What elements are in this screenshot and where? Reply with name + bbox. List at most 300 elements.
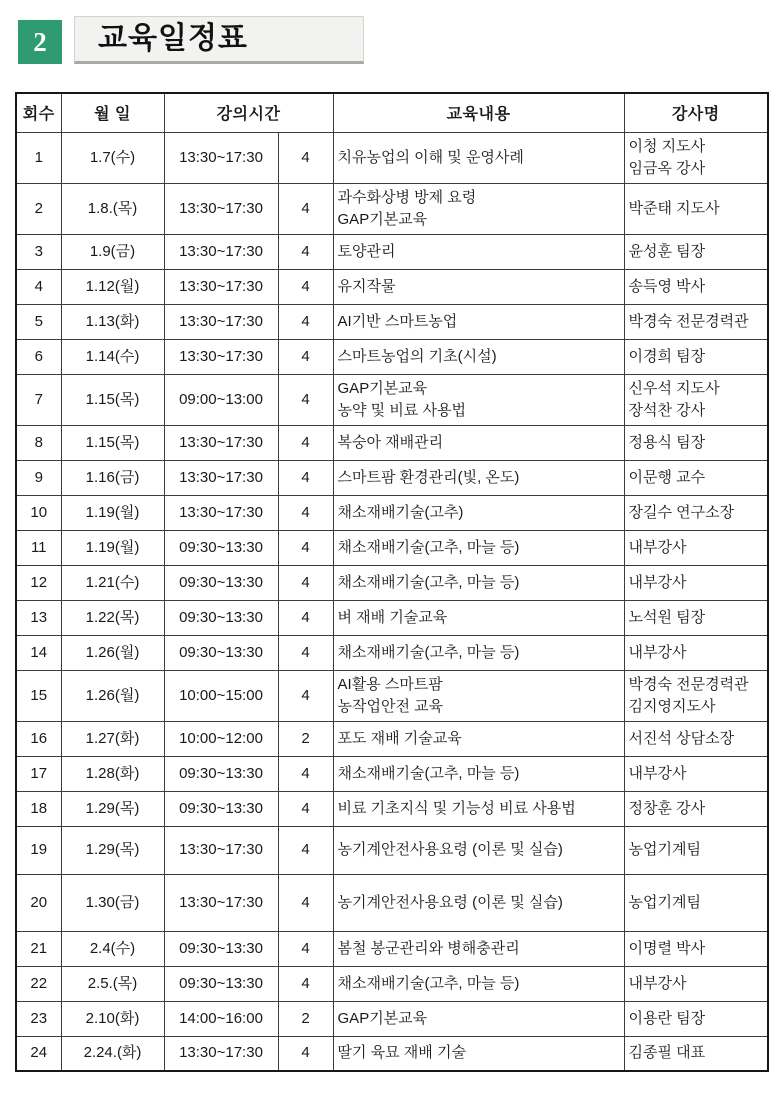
section-number: 2 xyxy=(33,26,47,57)
cell-line: 4 xyxy=(301,764,310,782)
table-row xyxy=(16,269,768,304)
cell-hours xyxy=(278,304,333,339)
cell-time xyxy=(164,966,278,1001)
table-row xyxy=(16,721,768,756)
cell-line: 채소재배기술(고추) xyxy=(337,503,464,521)
cell-line: 7 xyxy=(34,390,43,408)
cell-line: 박경숙 전문경력관 xyxy=(628,312,749,330)
cell-line: 4 xyxy=(301,433,310,451)
cell-line: 21 xyxy=(30,939,48,957)
cell-content xyxy=(333,756,624,791)
cell-instructor xyxy=(624,565,768,600)
cell-content xyxy=(333,374,624,425)
cell-line: 1.29(목) xyxy=(85,799,140,817)
cell-line: 24 xyxy=(30,1044,48,1062)
cell-line: 09:30~13:30 xyxy=(179,608,263,626)
cell-line: 1.28(화) xyxy=(85,764,140,782)
cell-line: 비료 기초지식 및 기능성 비료 사용법 xyxy=(337,799,576,817)
cell-line: 송득영 박사 xyxy=(628,277,706,295)
cell-content xyxy=(333,931,624,966)
cell-line: 채소재배기술(고추, 마늘 등) xyxy=(337,974,520,992)
cell-round xyxy=(16,339,61,374)
cell-line: 4 xyxy=(301,277,310,295)
cell-line: 4 xyxy=(301,893,310,911)
cell-instructor xyxy=(624,234,768,269)
table-row xyxy=(16,374,768,425)
cell-time xyxy=(164,1036,278,1071)
cell-line: 이청 지도사 xyxy=(628,137,706,155)
cell-line: 15 xyxy=(30,686,48,704)
cell-date xyxy=(61,234,164,269)
cell-time xyxy=(164,183,278,234)
cell-round xyxy=(16,966,61,1001)
cell-line: 4 xyxy=(301,939,310,957)
cell-line: 4 xyxy=(301,312,310,330)
table-row xyxy=(16,183,768,234)
cell-date xyxy=(61,269,164,304)
cell-line: 2 xyxy=(301,729,310,747)
cell-content xyxy=(333,721,624,756)
cell-date xyxy=(61,826,164,874)
cell-line: 13 xyxy=(30,608,48,626)
cell-content xyxy=(333,234,624,269)
cell-date xyxy=(61,339,164,374)
cell-line: 13:30~17:30 xyxy=(179,1044,263,1062)
cell-line: 채소재배기술(고추, 마늘 등) xyxy=(337,538,520,556)
cell-line: GAP기본교육 xyxy=(337,1009,428,1027)
cell-time xyxy=(164,826,278,874)
cell-line: 13:30~17:30 xyxy=(179,503,263,521)
cell-date xyxy=(61,635,164,670)
cell-time xyxy=(164,269,278,304)
cell-hours xyxy=(278,756,333,791)
cell-time xyxy=(164,565,278,600)
cell-instructor xyxy=(624,269,768,304)
cell-line: 10:00~15:00 xyxy=(179,686,263,704)
cell-time xyxy=(164,931,278,966)
cell-line: 4 xyxy=(301,1044,310,1062)
cell-content xyxy=(333,132,624,183)
cell-round xyxy=(16,826,61,874)
cell-instructor xyxy=(624,495,768,530)
cell-hours xyxy=(278,600,333,635)
cell-content xyxy=(333,600,624,635)
cell-round xyxy=(16,425,61,460)
header-instructor: 강사명 xyxy=(624,93,768,132)
table-row xyxy=(16,339,768,374)
header-date: 월 일 xyxy=(61,93,164,132)
cell-line: 1.7(수) xyxy=(89,148,136,166)
table-row xyxy=(16,132,768,183)
cell-line: 8 xyxy=(34,433,43,451)
header-round: 회수 xyxy=(16,93,61,132)
cell-content xyxy=(333,670,624,721)
cell-line: 김지영지도사 xyxy=(628,697,716,715)
cell-round xyxy=(16,931,61,966)
cell-instructor xyxy=(624,1001,768,1036)
cell-line: 장길수 연구소장 xyxy=(628,503,735,521)
cell-instructor xyxy=(624,460,768,495)
cell-date xyxy=(61,721,164,756)
cell-time xyxy=(164,132,278,183)
cell-line: 봄철 봉군관리와 병해충관리 xyxy=(337,939,520,957)
cell-round xyxy=(16,1001,61,1036)
table-row xyxy=(16,966,768,1001)
cell-line: 1.26(월) xyxy=(85,643,140,661)
cell-line: 1.14(수) xyxy=(85,347,140,365)
cell-content xyxy=(333,495,624,530)
cell-content xyxy=(333,1001,624,1036)
cell-line: 13:30~17:30 xyxy=(179,893,263,911)
cell-round xyxy=(16,1036,61,1071)
cell-time xyxy=(164,530,278,565)
cell-line: 1.12(월) xyxy=(85,277,140,295)
cell-hours xyxy=(278,635,333,670)
cell-line: 2.5.(목) xyxy=(87,974,138,992)
cell-time xyxy=(164,1001,278,1036)
cell-date xyxy=(61,1036,164,1071)
cell-content xyxy=(333,791,624,826)
cell-line: 13:30~17:30 xyxy=(179,312,263,330)
cell-line: GAP기본교육 xyxy=(337,379,428,397)
cell-line: 박준태 지도사 xyxy=(628,199,720,217)
cell-date xyxy=(61,931,164,966)
cell-hours xyxy=(278,826,333,874)
cell-round xyxy=(16,495,61,530)
cell-line: 농업기계팀 xyxy=(628,841,701,858)
cell-round xyxy=(16,269,61,304)
cell-line: 1.30(금) xyxy=(85,893,140,911)
cell-time xyxy=(164,374,278,425)
cell-line: 내부강사 xyxy=(628,764,687,782)
cell-line: 채소재배기술(고추, 마늘 등) xyxy=(337,764,520,782)
cell-round xyxy=(16,756,61,791)
table-header-row xyxy=(16,93,768,132)
cell-line: 10:00~12:00 xyxy=(179,729,263,747)
cell-time xyxy=(164,756,278,791)
cell-line: 12 xyxy=(30,573,48,591)
cell-line: 1.19(월) xyxy=(85,538,140,556)
cell-round xyxy=(16,234,61,269)
cell-line: GAP기본교육 xyxy=(337,210,428,228)
cell-round xyxy=(16,791,61,826)
table-row xyxy=(16,756,768,791)
cell-content xyxy=(333,635,624,670)
cell-line: 임금옥 강사 xyxy=(628,159,706,177)
cell-line: 이용란 팀장 xyxy=(628,1009,706,1027)
table-row xyxy=(16,304,768,339)
cell-line: 농기계안전사용요령 (이론 및 실습) xyxy=(337,893,563,911)
cell-line: 09:30~13:30 xyxy=(179,799,263,817)
cell-line: 13:30~17:30 xyxy=(179,242,263,260)
cell-round xyxy=(16,721,61,756)
cell-time xyxy=(164,460,278,495)
table-row xyxy=(16,425,768,460)
cell-line: 윤성훈 팀장 xyxy=(628,242,706,260)
cell-line: 09:30~13:30 xyxy=(179,764,263,782)
cell-hours xyxy=(278,1036,333,1071)
cell-line: 23 xyxy=(30,1009,48,1027)
cell-line: 4 xyxy=(301,608,310,626)
cell-line: 13:30~17:30 xyxy=(179,841,263,858)
cell-line: 4 xyxy=(301,503,310,521)
cell-line: 포도 재배 기술교육 xyxy=(337,729,462,747)
cell-line: 13:30~17:30 xyxy=(179,199,263,217)
cell-date xyxy=(61,670,164,721)
cell-date xyxy=(61,183,164,234)
cell-time xyxy=(164,721,278,756)
cell-line: 1.27(화) xyxy=(85,729,140,747)
cell-round xyxy=(16,132,61,183)
cell-line: 4 xyxy=(301,573,310,591)
cell-line: 농업기계팀 xyxy=(628,893,701,911)
cell-line: 09:30~13:30 xyxy=(179,939,263,957)
cell-line: 13:30~17:30 xyxy=(179,347,263,365)
cell-content xyxy=(333,966,624,1001)
cell-date xyxy=(61,565,164,600)
cell-content xyxy=(333,826,624,874)
cell-line: 1.26(월) xyxy=(85,686,140,704)
cell-instructor xyxy=(624,425,768,460)
cell-time xyxy=(164,425,278,460)
cell-line: 채소재배기술(고추, 마늘 등) xyxy=(337,643,520,661)
cell-line: 20 xyxy=(30,893,48,911)
cell-line: 09:00~13:00 xyxy=(179,390,263,408)
table-row xyxy=(16,874,768,931)
cell-line: AI활용 스마트팜 xyxy=(337,675,443,693)
table-row xyxy=(16,1001,768,1036)
cell-line: 1.29(목) xyxy=(85,841,140,858)
cell-line: 정용식 팀장 xyxy=(628,433,706,451)
cell-line: 19 xyxy=(30,841,48,858)
cell-content xyxy=(333,874,624,931)
cell-line: 서진석 상담소장 xyxy=(628,729,735,747)
table-row xyxy=(16,530,768,565)
cell-round xyxy=(16,670,61,721)
cell-line: 스마트농업의 기초(시설) xyxy=(337,347,497,365)
cell-line: 이명렬 박사 xyxy=(628,939,706,957)
cell-line: 이문행 교수 xyxy=(628,468,706,486)
cell-hours xyxy=(278,1001,333,1036)
cell-instructor xyxy=(624,304,768,339)
table-row xyxy=(16,495,768,530)
table-row xyxy=(16,565,768,600)
cell-instructor xyxy=(624,374,768,425)
cell-time xyxy=(164,339,278,374)
cell-line: 17 xyxy=(30,764,48,782)
cell-time xyxy=(164,791,278,826)
cell-line: 09:30~13:30 xyxy=(179,538,263,556)
cell-hours xyxy=(278,721,333,756)
cell-hours xyxy=(278,269,333,304)
cell-instructor xyxy=(624,670,768,721)
cell-line: 4 xyxy=(301,799,310,817)
cell-line: 김종필 대표 xyxy=(628,1044,706,1062)
cell-line: 1 xyxy=(34,148,43,166)
cell-line: 내부강사 xyxy=(628,538,687,556)
cell-date xyxy=(61,530,164,565)
cell-date xyxy=(61,460,164,495)
cell-line: 9 xyxy=(34,468,43,486)
schedule-table xyxy=(15,92,769,1072)
cell-time xyxy=(164,874,278,931)
cell-line: 13:30~17:30 xyxy=(179,277,263,295)
cell-line: 6 xyxy=(34,347,43,365)
cell-line: 16 xyxy=(30,729,48,747)
cell-round xyxy=(16,565,61,600)
cell-line: 과수화상병 방제 요령 xyxy=(337,188,477,206)
cell-content xyxy=(333,460,624,495)
cell-instructor xyxy=(624,635,768,670)
table-row xyxy=(16,635,768,670)
cell-line: 4 xyxy=(301,643,310,661)
cell-round xyxy=(16,600,61,635)
section-number-badge xyxy=(18,20,62,64)
cell-round xyxy=(16,530,61,565)
table-row xyxy=(16,931,768,966)
cell-instructor xyxy=(624,874,768,931)
cell-hours xyxy=(278,425,333,460)
cell-line: AI기반 스마트농업 xyxy=(337,312,458,330)
cell-date xyxy=(61,304,164,339)
cell-instructor xyxy=(624,339,768,374)
cell-instructor xyxy=(624,931,768,966)
cell-date xyxy=(61,425,164,460)
cell-round xyxy=(16,874,61,931)
cell-hours xyxy=(278,670,333,721)
cell-line: 4 xyxy=(301,242,310,260)
cell-instructor xyxy=(624,756,768,791)
cell-line: 농기계안전사용요령 (이론 및 실습) xyxy=(337,841,563,858)
cell-instructor xyxy=(624,600,768,635)
cell-content xyxy=(333,1036,624,1071)
cell-line: 1.16(금) xyxy=(85,468,140,486)
cell-line: 18 xyxy=(30,799,48,817)
cell-hours xyxy=(278,874,333,931)
cell-line: 4 xyxy=(301,148,310,166)
cell-line: 22 xyxy=(30,974,48,992)
cell-line: 4 xyxy=(301,841,310,858)
cell-line: 농약 및 비료 사용법 xyxy=(337,401,466,419)
header-time: 강의시간 xyxy=(164,93,333,132)
cell-line: 2.24.(화) xyxy=(83,1044,142,1062)
cell-hours xyxy=(278,132,333,183)
cell-time xyxy=(164,234,278,269)
cell-line: 2 xyxy=(301,1009,310,1027)
cell-line: 09:30~13:30 xyxy=(179,974,263,992)
cell-line: 딸기 육묘 재배 기술 xyxy=(337,1044,466,1062)
cell-date xyxy=(61,966,164,1001)
cell-hours xyxy=(278,460,333,495)
cell-line: 내부강사 xyxy=(628,643,687,661)
cell-time xyxy=(164,670,278,721)
cell-line: 4 xyxy=(301,390,310,408)
cell-line: 3 xyxy=(34,242,43,260)
cell-line: 1.9(금) xyxy=(89,242,136,260)
cell-hours xyxy=(278,495,333,530)
cell-date xyxy=(61,374,164,425)
cell-line: 박경숙 전문경력관 xyxy=(628,675,749,693)
cell-content xyxy=(333,304,624,339)
cell-line: 11 xyxy=(30,538,47,556)
cell-round xyxy=(16,374,61,425)
page-title-box xyxy=(74,16,364,64)
cell-time xyxy=(164,635,278,670)
cell-line: 10 xyxy=(30,503,48,521)
cell-line: 13:30~17:30 xyxy=(179,468,263,486)
cell-line: 1.8.(목) xyxy=(87,199,138,217)
cell-round xyxy=(16,304,61,339)
table-row xyxy=(16,826,768,874)
cell-line: 4 xyxy=(34,277,43,295)
cell-date xyxy=(61,495,164,530)
cell-hours xyxy=(278,339,333,374)
cell-date xyxy=(61,132,164,183)
cell-line: 13:30~17:30 xyxy=(179,148,263,166)
cell-instructor xyxy=(624,791,768,826)
cell-line: 4 xyxy=(301,974,310,992)
cell-round xyxy=(16,635,61,670)
cell-line: 내부강사 xyxy=(628,573,687,591)
cell-line: 09:30~13:30 xyxy=(179,643,263,661)
cell-content xyxy=(333,269,624,304)
cell-instructor xyxy=(624,530,768,565)
cell-line: 이경희 팀장 xyxy=(628,347,706,365)
cell-line: 1.15(목) xyxy=(85,433,140,451)
cell-line: 정창훈 강사 xyxy=(628,799,706,817)
cell-line: 신우석 지도사 xyxy=(628,379,720,397)
cell-time xyxy=(164,600,278,635)
cell-line: 4 xyxy=(301,686,310,704)
cell-instructor xyxy=(624,183,768,234)
cell-line: 1.21(수) xyxy=(85,573,140,591)
table-row xyxy=(16,600,768,635)
table-row xyxy=(16,1036,768,1071)
cell-line: 채소재배기술(고추, 마늘 등) xyxy=(337,573,520,591)
cell-line: 벼 재배 기술교육 xyxy=(337,608,448,626)
cell-line: 4 xyxy=(301,199,310,217)
cell-content xyxy=(333,183,624,234)
table-row xyxy=(16,670,768,721)
cell-line: 1.22(목) xyxy=(85,608,140,626)
cell-hours xyxy=(278,183,333,234)
cell-round xyxy=(16,460,61,495)
cell-line: 1.19(월) xyxy=(85,503,140,521)
page-title: 교육일정표 xyxy=(98,22,248,55)
cell-instructor xyxy=(624,826,768,874)
cell-line: 5 xyxy=(34,312,43,330)
cell-line: 스마트팜 환경관리(빛, 온도) xyxy=(337,468,520,486)
cell-line: 09:30~13:30 xyxy=(179,573,263,591)
cell-line: 2.10(화) xyxy=(85,1009,140,1027)
cell-instructor xyxy=(624,721,768,756)
cell-line: 4 xyxy=(301,538,310,556)
cell-content xyxy=(333,425,624,460)
cell-line: 유지작물 xyxy=(337,277,396,295)
cell-date xyxy=(61,1001,164,1036)
cell-line: 2 xyxy=(34,199,43,217)
cell-instructor xyxy=(624,966,768,1001)
cell-date xyxy=(61,756,164,791)
cell-hours xyxy=(278,234,333,269)
header-content: 교육내용 xyxy=(333,93,624,132)
cell-hours xyxy=(278,530,333,565)
table-row xyxy=(16,791,768,826)
cell-line: 농작업안전 교육 xyxy=(337,697,444,715)
cell-instructor xyxy=(624,1036,768,1071)
cell-content xyxy=(333,339,624,374)
table-row xyxy=(16,234,768,269)
